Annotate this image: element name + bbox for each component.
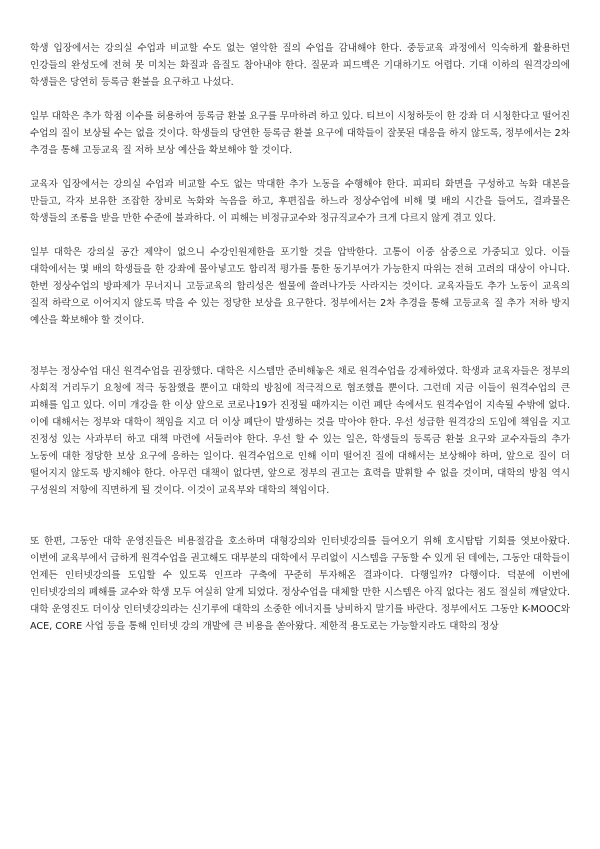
paragraph-educator-labor: 교육자 입장에서는 강의실 수업과 비교할 수도 없는 막대한 추가 노동을 수행해야 한다. 피피티 화면을 구성하고 녹화 대본을 만들고, 각자 보유한 조잡한 장비로 녹화와 녹음을 하고, 후편집을 하느라 정상수업에 비해 몇 배의 시간을 들여도, 결과물은 학생들의 조롱을 받을 만한 수준에 불과하다. 이 피해는 비정규교수와 정규직교수가 크게 다르지 않게 겪고 있다. — [30, 179, 570, 224]
paragraph-online-lecture-infrastructure: 또 한편, 그동안 대학 운영진들은 비용절감을 호소하며 대형강의와 인터넷강의를 들여오기 위해 호시탐탐 기회를 엿보아왔다. 이번에 교육부에서 급하게 원격수업을 권고해도 대부분의 대학에서 무리없이 시스템을 구동할 수 있게 된 데에는, 그동안 대학들이 언제든 인터넷강의를 도입할 수 있도록 인프라 구축에 꾸준히 투자해온 결과이다. 다행일까? 다행이다. 덕분에 이번에 인터넷강의의 폐해를 교수와 학생 모두 여실히 알게 되었다. 정상수업을 대체할 만한 시스템은 아직 없다는 점도 절실히 깨달았다. 대학 운영진도 더이상 인터넷강의라는 신기루에 대학의 소중한 에너지를 낭비하지 말기를 바란다. 정부에서도 그동안 K-MOOC와 ACE, CORE 사업 등을 통해 인터넷 강의 개발에 큰 비용을 쏟아왔다. 제한적 용도로는 가능할지라도 대학의 정상 — [30, 536, 570, 632]
paragraph-class-size: 일부 대학은 강의실 공간 제약이 없으니 수강인원제한을 포기할 것을 압박한다. 고통이 이중 삼중으로 가중되고 있다. 이들 대학에서는 몇 배의 학생들을 한 강좌에 몰아넣고도 합리적 평가를 통한 동기부여가 가능한지 따위는 전혀 고려의 대상이 아니다. 한번 정상수업의 방파제가 무너지니 고등교육의 합리성은 썰물에 쓸려나가듯 사라지는 것이다. 교육자들도 추가 노동이 교육의 질적 하락으로 이어지지 않도록 막을 수 있는 정당한 보상을 요구한다. 정부에서는 2차 추경을 통해 고등교육 질 추가 저하 방지 예산을 확보해야 할 것이다. — [30, 247, 570, 326]
paragraph-extra-credit: 일부 대학은 추가 학점 이수를 허용하여 등록금 환불 요구를 무마하려 하고 있다. 티브이 시청하듯이 한 강좌 더 시청한다고 떨어진 수업의 질이 보상될 수는 없을 것이다. 학생들의 당연한 등록금 환불 요구에 대학들이 잘못된 대응을 하지 않도록, 정부에서는 2차 추경을 통해 고등교육 질 저하 보상 예산을 확보해야 할 것이다. — [30, 111, 570, 156]
paragraph-government-responsibility: 정부는 정상수업 대신 원격수업을 권장했다. 대학은 시스템만 준비해놓은 채로 원격수업을 강제하였다. 학생과 교육자들은 정부의 사회적 거리두기 요청에 적극 동참했을 뿐이고 대학의 방침에 적극적으로 협조했을 뿐이다. 그런데 지금 이들이 원격수업의 큰 피해를 입고 있다. 이미 개강을 한 이상 앞으로 코로나19가 진정될 때까지는 이런 폐단 속에서도 원격수업이 지속될 수밖에 없다. 이에 대해서는 정부와 대학이 책임을 지고 더 이상 폐단이 발생하는 것을 막아야 한다. 우선 성급한 원격강의 도입에 책임을 지고 진정성 있는 사과부터 하고 대책 마련에 서둘러야 한다. 우선 할 수 있는 일은, 학생들의 등록금 환불 요구와 교수자들의 추가 노동에 대한 정당한 보상 요구에 응하는 일이다. 원격수업으로 인해 이미 떨어진 질에 대해서는 보상해야 하며, 앞으로 질이 더 떨어지지 않도록 방지해야 한다. 아무런 대책이 없다면, 앞으로 정부의 권고는 효력을 발휘할 수 없을 것이며, 대학의 방침 역시 구성원의 저항에 직면하게 될 것이다. 이것이 교육부와 대학의 책임이다. — [30, 366, 570, 496]
paragraph-student-quality: 학생 입장에서는 강의실 수업과 비교할 수도 없는 열악한 질의 수업을 감내해야 한다. 중등교육 과정에서 익숙하게 활용하던 인강들의 완성도에 전혀 못 미치는 화질과 음질도 참아내야 한다. 질문과 피드백은 기대하기도 어렵다. 기대 이하의 원격강의에 학생들은 당연히 등록금 환불을 요구하고 나섰다. — [30, 43, 570, 88]
